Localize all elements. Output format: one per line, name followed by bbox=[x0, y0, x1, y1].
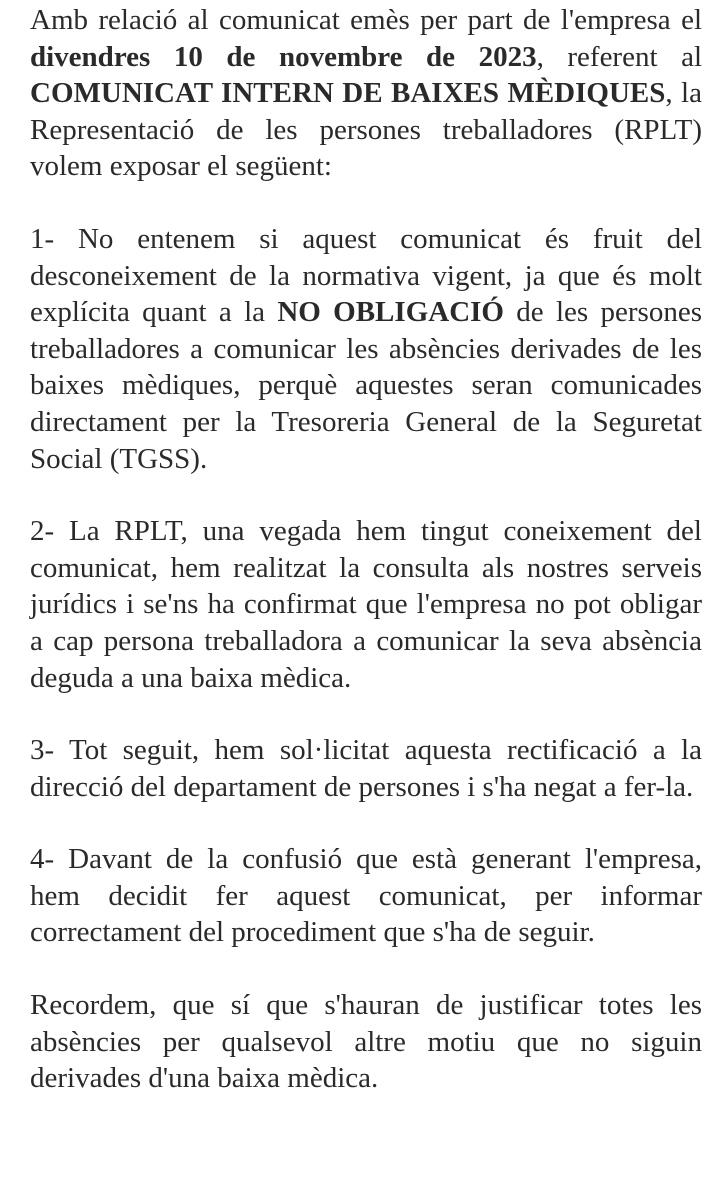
paragraph-1-text-1: 1- No entenem si aquest comunicat és fruit del desconeixement de la normativa vigent, ja que és molt explícita quant a la bbox=[30, 222, 702, 329]
paragraph-1 bbox=[30, 221, 702, 477]
intro-text-3: , la Representació de les persones treballadores (RPLT) volem exposar el següent: bbox=[30, 77, 702, 183]
intro-subject-bold: COMUNICAT INTERN DE BAIXES MÈDIQUES bbox=[30, 77, 666, 110]
paragraph-3: 3- Tot seguit, hem sol·licitat aquesta rectificació a la direcció del departament de persones i s'ha negat a fer-la. bbox=[30, 734, 702, 803]
intro-date-bold: divendres 10 de novembre de 2023 bbox=[30, 40, 537, 73]
intro-paragraph bbox=[30, 2, 702, 185]
paragraph-4: 4- Davant de la confusió que està generant l'empresa, hem decidit fer aquest comunicat, per informar correctament del procediment que s'ha de seguir. bbox=[30, 843, 702, 949]
intro-text-1: Amb relació al comunicat emès per part de l'empresa el bbox=[30, 4, 702, 36]
intro-text-2: , referent al bbox=[536, 40, 702, 73]
paragraph-2: 2- La RPLT, una vegada hem tingut coneixement del comunicat, hem realitzat la consulta als nostres serveis jurídics i se'ns ha confirmat que l'empresa no pot obligar a cap persona treballadora a comunicar la seva absència deguda a una baixa mèdica. bbox=[30, 515, 702, 694]
paragraph-5: Recordem, que sí que s'hauran de justificar totes les absències per qualsevol altre motiu que no siguin derivades d'una baixa mèdica. bbox=[30, 989, 702, 1095]
paragraph-1-bold: NO OBLIGACIÓ bbox=[277, 296, 504, 329]
paragraph-1-text-2: de les persones treballadores a comunicar les absències derivades de les baixes mèdiques, perquè aquestes seran comunicades directament per la Tresoreria General de la Seguretat Social (TGSS). bbox=[30, 296, 702, 475]
document-body bbox=[30, 0, 702, 1133]
